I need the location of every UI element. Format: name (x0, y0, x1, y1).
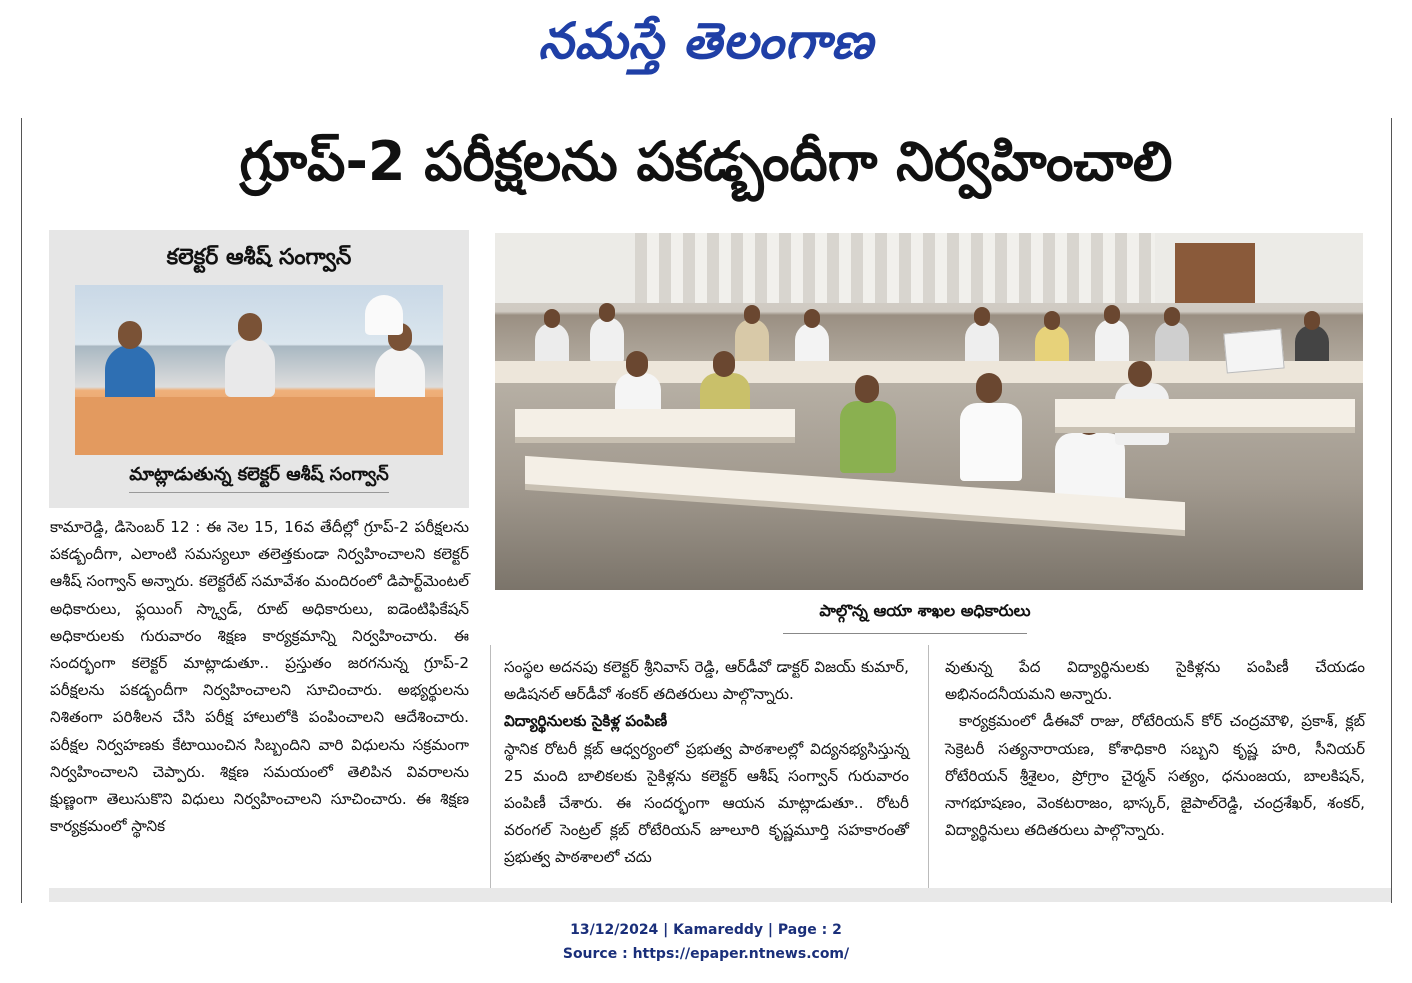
article-paragraph: స్థానిక రోటరీ క్లబ్ ఆధ్వర్యంలో ప్రభుత్వ పాఠశాలల్లో విద్యనభ్యసిస్తున్న 25 మంది బాలికలకు సైకిళ్లను కలెక్టర్ ఆశీష్ సంగ్వాన్ గురువారం పంపిణీ చేశారు. ఈ సందర్భంగా ఆయన మాట్లాడుతూ.. రోటరీ వరంగల్ సెంట్రల్ క్లబ్ రోటేరియన్ జూలూరి కృష్ణమూర్తి సహకారంతో ప్రభుత్వ పాఠశాలలో చదు (504, 739, 909, 867)
person-figure (840, 401, 896, 473)
person-head (1104, 305, 1120, 324)
person-head (976, 373, 1002, 403)
article-column-2 (504, 654, 909, 886)
desk (75, 397, 443, 455)
article-paragraph: సంస్థల అదనపు కలెక్టర్ శ్రీనివాస్ రెడ్డి, ఆర్‌డీవో డాక్టర్ విజయ్ కుమార్, అడిషనల్ ఆర్‌డీవో శంకర్ తదితరులు పాల్గొన్నారు. (504, 658, 909, 704)
placard-sign (1223, 329, 1284, 374)
person-figure (960, 403, 1022, 481)
page-info-line: 13/12/2024 | Kamareddy | Page : 2 (570, 922, 842, 938)
person-head (1128, 361, 1152, 387)
person-figure (1095, 319, 1129, 365)
article-column-3 (945, 654, 1365, 886)
wall-panels (635, 233, 1155, 303)
page-frame-right (1391, 118, 1392, 903)
person-figure (590, 317, 624, 363)
person-head (238, 313, 262, 341)
collector-photo (75, 285, 443, 455)
article-paragraph: కామారెడ్డి, డిసెంబర్ 12 : ఈ నెల 15, 16వ తేదీల్లో గ్రూప్-2 పరీక్షలను పకడ్బందీగా, ఎలాంటి సమస్యలూ తలెత్తకుండా నిర్వహించాలని కలెక్టర్ ఆశీష్ సంగ్వాన్ అన్నారు. కలెక్టరేట్ సమావేశం మందిరంలో డిపార్ట్‌మెంటల్ అధికారులు, ఫ్లయింగ్ స్క్వాడ్, రూట్ అధికారులు, ఐడెంటిఫికేషన్ అధికారులకు గురువారం శిక్షణ కార్యక్రమాన్ని నిర్వహించారు. ఈ సందర్భంగా కలెక్టర్ మాట్లాడుతూ.. ప్రస్తుతం జరగనున్న గ్రూప్-2 పరీక్షలను పకడ్బందీగా నిర్వహించాలని సూచించారు. అభ్యర్థులను నిశితంగా పరిశీలన చేసి పరీక్ష హాలులోకి పంపించాలని ఆదేశించారు. పరీక్షల నిర్వహణకు కేటాయించిన సిబ్బందిని వారి విధులను సక్రమంగా నిర్వహించాలని చెప్పారు. శిక్షణ సమయంలో తెలిపిన వివరాలను క్షుణ్ణంగా తెలుసుకొని విధులు నిర్వహించాలని సూచించారు. ఈ శిక్షణ కార్యక్రమంలో స్థానిక (50, 518, 469, 836)
person-figure (365, 295, 403, 335)
meeting-hall-photo (495, 233, 1363, 590)
sidebar-title: కలెక్టర్ ఆశీష్ సంగ్వాన్ (166, 245, 352, 270)
person-head (855, 375, 879, 403)
person-head (713, 351, 735, 377)
person-head (118, 321, 142, 349)
person-head (1044, 311, 1060, 330)
person-head (804, 309, 820, 328)
person-head (1304, 311, 1320, 330)
page-frame-left (21, 118, 22, 903)
masthead-title: నమస్తే తెలంగాణ (538, 12, 874, 70)
article-headline: గ్రూప్-2 పరీక్షలను పకడ్బందీగా నిర్వహించాలి (239, 130, 1173, 193)
caption-rule (129, 492, 389, 493)
person-head (544, 309, 560, 328)
article-paragraph: వుతున్న పేద విద్యార్థినులకు సైకిళ్లను పంపిణీ చేయడం అభినందనీయమని అన్నారు. (945, 658, 1365, 704)
collector-sidebar (49, 230, 469, 508)
person-figure (105, 345, 155, 405)
article-column-1 (50, 514, 469, 886)
person-head (974, 307, 990, 326)
main-photo-caption: పాల్గొన్న ఆయా శాఖల అధికారులు (819, 601, 1031, 620)
article-paragraph: కార్యక్రమంలో డీఈవో రాజు, రోటేరియన్ కోర్ చంద్రమౌళి, ప్రకాశ్, క్లబ్ సెక్రెటరీ సత్యనారాయణ, కోశాధికారి సబ్బని కృష్ణ హరి, సీనియర్ రోటేరియన్ శ్రీశైలం, ప్రోగ్రాం చైర్మన్ సత్యం, ధనుంజయ, బాలకిషన్, నాగభూషణం, వెంకటరాజం, భాస్కర్, జైపాల్‌రెడ్డి, చంద్రశేఖర్, శంకర్, విద్యార్థినులు తదితరులు పాల్గొన్నారు. (945, 712, 1365, 840)
column-divider (928, 645, 929, 890)
person-figure (225, 337, 275, 397)
person-head (1164, 307, 1180, 326)
conference-table (1055, 399, 1355, 427)
caption-rule (783, 633, 1027, 634)
column-divider (490, 645, 491, 890)
conference-table (515, 409, 795, 437)
newspaper-masthead (0, 8, 1412, 74)
person-head (626, 351, 648, 377)
footer-band (49, 888, 1391, 902)
person-figure (735, 319, 769, 365)
door (1175, 243, 1255, 303)
article-subheading: విద్యార్థినులకు సైకిళ్ల పంపిణీ (504, 712, 668, 731)
person-head (599, 303, 615, 322)
person-head (744, 305, 760, 324)
source-line: Source : https://epaper.ntnews.com/ (562, 946, 850, 962)
sidebar-photo-caption: మాట్లాడుతున్న కలెక్టర్ ఆశీష్ సంగ్వాన్ (129, 464, 389, 485)
